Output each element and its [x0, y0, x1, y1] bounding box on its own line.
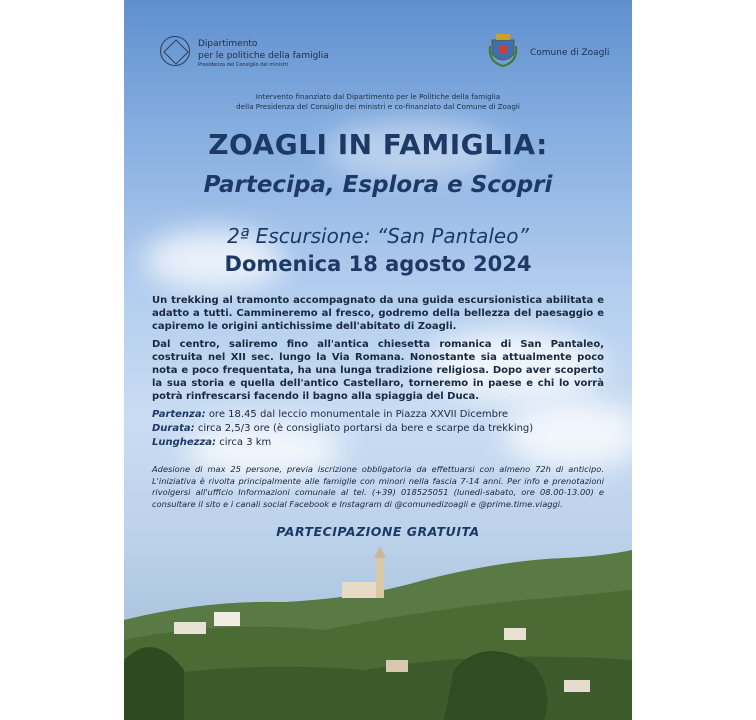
registration-info: Adesione di max 25 persone, previa iscrizione obbligatoria da effettuarsi con almeno 72h di anticipo. L'iniziativa è rivolta principalmente alle famiglie con minori nella fascia 7-14 anni. Per info e prenotazioni rivolgersi all'ufficio Informazioni comunale al tel. (+39) 018525051 (lunedì-sabato, ore 08.00-13.00) e consultare il sito e i canali social Facebook e Instagram di @comunedizoagli e @prime.time.viaggi. — [152, 464, 604, 509]
poster-title: ZOAGLI IN FAMIGLIA: — [208, 128, 548, 161]
funding-line-1: Intervento finanziato dal Dipartimento per le Politiche della famiglia — [255, 92, 501, 101]
department-sub: Presidenza del Consiglio dei ministri — [198, 62, 289, 68]
department-name: Dipartimento per le politiche della famiglia — [198, 39, 329, 61]
republic-emblem-icon — [160, 36, 190, 66]
detail-value: circa 2,5/3 ore (è consigliato portarsi da bere e scarpe da trekking) — [197, 423, 534, 434]
event-date: Domenica 18 agosto 2024 — [224, 252, 532, 276]
detail-duration — [152, 422, 604, 436]
detail-label: Durata: — [152, 423, 195, 434]
hillside-landscape — [124, 540, 632, 720]
poster-subtitle: Partecipa, Esplora e Scopri — [203, 172, 553, 198]
detail-length — [152, 436, 604, 450]
event-poster — [124, 0, 632, 720]
detail-value: ore 18.45 dal leccio monumentale in Piazza XXVII Dicembre — [208, 409, 509, 420]
detail-label: Partenza: — [152, 409, 206, 420]
detail-label: Lunghezza: — [152, 437, 217, 448]
free-participation: PARTECIPAZIONE GRATUITA — [276, 524, 480, 539]
comune-name: Comune di Zoagli — [530, 48, 610, 58]
funding-line-2: della Presidenza del Consiglio dei ministri e co-finanziato dal Comune di Zoagli — [236, 102, 520, 111]
excursion-name: 2ª Escursione: “San Pantaleo” — [227, 224, 529, 248]
description-paragraph-1: Un trekking al tramonto accompagnato da una guida escursionistica abilitata e adatto a tutti. Cammineremo al fresco, godremo della bellezza del paesaggio e capiremo le origini antichissime dell'abitato di Zoagli. — [152, 295, 604, 332]
detail-value: circa 3 km — [219, 437, 272, 448]
detail-departure — [152, 408, 604, 422]
comune-crest-icon — [488, 32, 518, 68]
description-paragraph-2: Dal centro, saliremo fino all'antica chiesetta romanica di San Pantaleo, costruita nel XII sec. lungo la Via Romana. Nonostante sia attualmente poco nota e poco frequentata, ha una lunga tradizione religiosa. Dopo aver scoperto la sua storia e quella dell'antico Castellaro, torneremo in paese e chi lo vorrà potrà rinfrescarsi facendo il bagno alla spiaggia del Duca. — [152, 339, 604, 402]
